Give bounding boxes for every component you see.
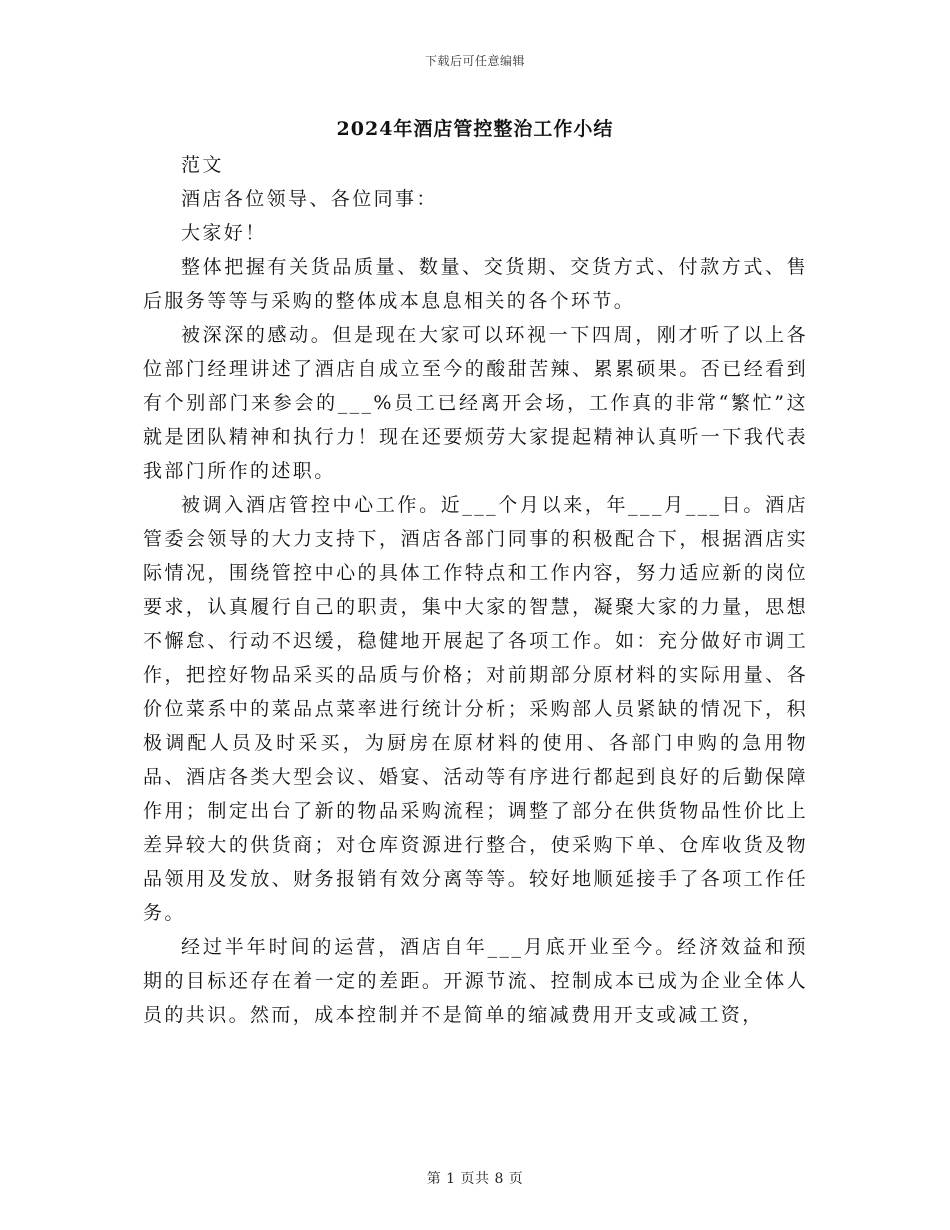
header-note: 下载后可任意编辑 xyxy=(424,54,525,68)
paragraph-body-1: 整体把握有关货品质量、数量、交货期、交货方式、付款方式、售后服务等等与采购的整体成本息息相关的各个环节。 xyxy=(143,256,808,312)
paragraph-body-4: 经过半年时间的运营，酒店自年___月底开业至今。经济效益和预期的目标还存在着一定的差距。开源节流、控制成本已成为企业全体人员的共识。然而，成本控制并不是简单的缩减费用开支或减工资， xyxy=(143,936,808,1026)
document-body xyxy=(143,148,808,1032)
paragraph-salutation-label: 范文 xyxy=(181,154,224,176)
paragraph-body-2: 被深深的感动。但是现在大家可以环视一下四周，刚才听了以上各位部门经理讲述了酒店自成立至今的酸甜苦辣、累累硕果。否已经看到有个别部门来参会的___%员工已经离开会场，工作真的非常“繁忙”这就是团队精神和执行力！现在还要烦劳大家提起精神认真听一下我代表我部门所作的述职。 xyxy=(143,324,808,482)
paragraph-body-3: 被调入酒店管控中心工作。近___个月以来，年___月___日。酒店管委会领导的大力支持下，酒店各部门同事的积极配合下，根据酒店实际情况，围绕管控中心的具体工作特点和工作内容，努力适应新的岗位要求，认真履行自己的职责，集中大家的智慧，凝聚大家的力量，思想不懈怠、行动不迟缓，稳健地开展起了各项工作。如：充分做好市调工作，把控好物品采买的品质与价格；对前期部分原材料的实际用量、各价位菜系中的菜品点菜率进行统计分析；采购部人员紧缺的情况下，积极调配人员及时采买，为厨房在原材料的使用、各部门申购的急用物品、酒店各类大型会议、婚宴、活动等有序进行都起到良好的后勤保障作用；制定出台了新的物品采购流程；调整了部分在供货物品性价比上差异较大的供货商；对仓库资源进行整合，使采购下单、仓库收货及物品领用及发放、财务报销有效分离等等。较好地顺延接手了各项工作任务。 xyxy=(143,494,808,924)
page-indicator: 第 1 页共 8 页 xyxy=(426,1171,524,1187)
paragraph-addressee: 酒店各位领导、各位同事： xyxy=(181,188,438,210)
document-title: 2024年酒店管控整治工作小结 xyxy=(336,118,614,140)
paragraph-greeting: 大家好！ xyxy=(181,222,267,244)
